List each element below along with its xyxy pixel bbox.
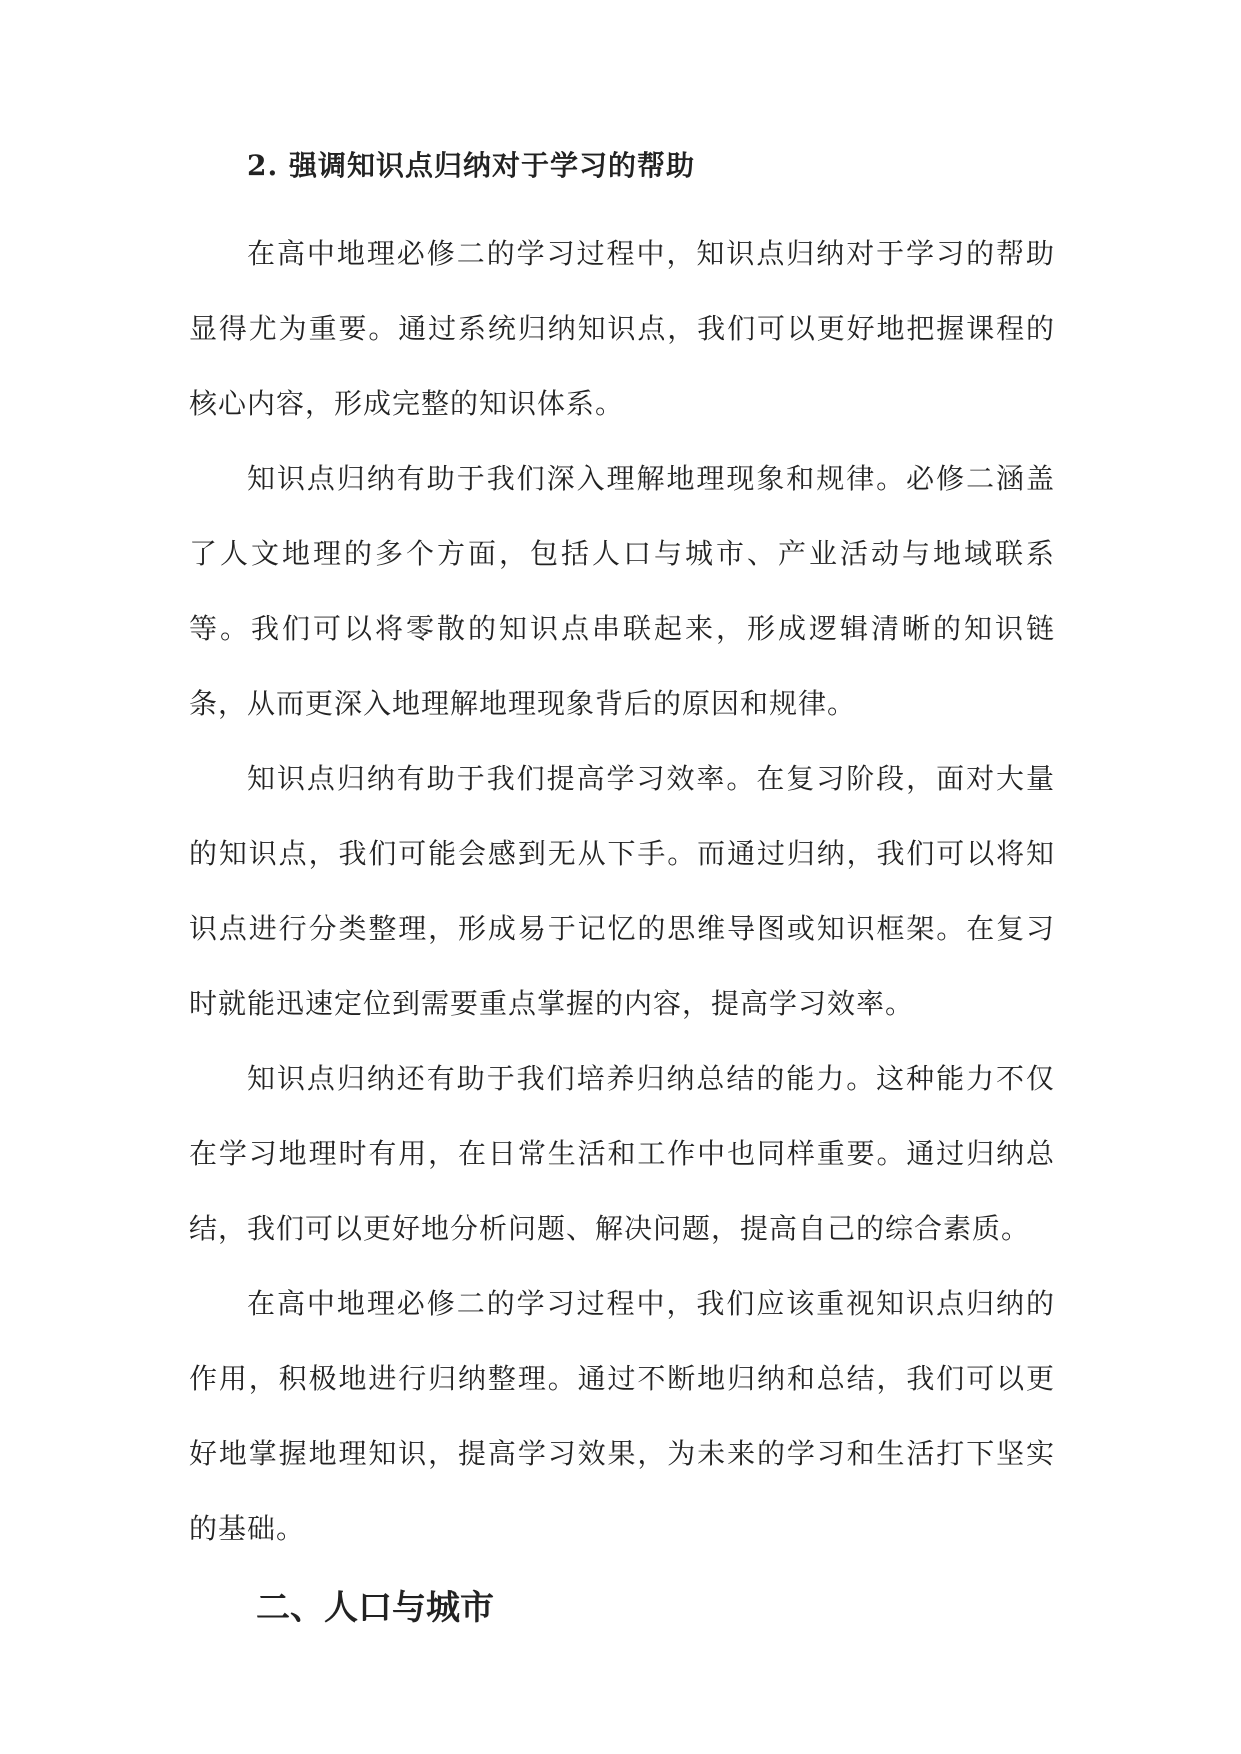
paragraph: 在高中地理必修二的学习过程中，知识点归纳对于学习的帮助显得尤为重要。通过系统归纳知识点，我们可以更好地把握课程的核心内容，形成完整的知识体系。 (189, 237, 1055, 420)
body-text (189, 216, 1055, 1566)
section-heading: 二、人口与城市 (256, 1588, 494, 1628)
paragraph: 知识点归纳还有助于我们培养归纳总结的能力。这种能力不仅在学习地理时有用，在日常生活和工作中也同样重要。通过归纳总结，我们可以更好地分析问题、解决问题，提高自己的综合素质。 (189, 1062, 1055, 1245)
subheading: 2. 强调知识点归纳对于学习的帮助 (247, 149, 695, 182)
paragraph: 知识点归纳有助于我们深入理解地理现象和规律。必修二涵盖了人文地理的多个方面，包括人口与城市、产业活动与地域联系等。我们可以将零散的知识点串联起来，形成逻辑清晰的知识链条，从而更深入地理解地理现象背后的原因和规律。 (189, 462, 1055, 720)
paragraph: 在高中地理必修二的学习过程中，我们应该重视知识点归纳的作用，积极地进行归纳整理。通过不断地归纳和总结，我们可以更好地掌握地理知识，提高学习效果，为未来的学习和生活打下坚实的基础。 (189, 1287, 1055, 1545)
paragraph: 知识点归纳有助于我们提高学习效率。在复习阶段，面对大量的知识点，我们可能会感到无从下手。而通过归纳，我们可以将知识点进行分类整理，形成易于记忆的思维导图或知识框架。在复习时就能迅速定位到需要重点掌握的内容，提高学习效率。 (189, 762, 1055, 1020)
